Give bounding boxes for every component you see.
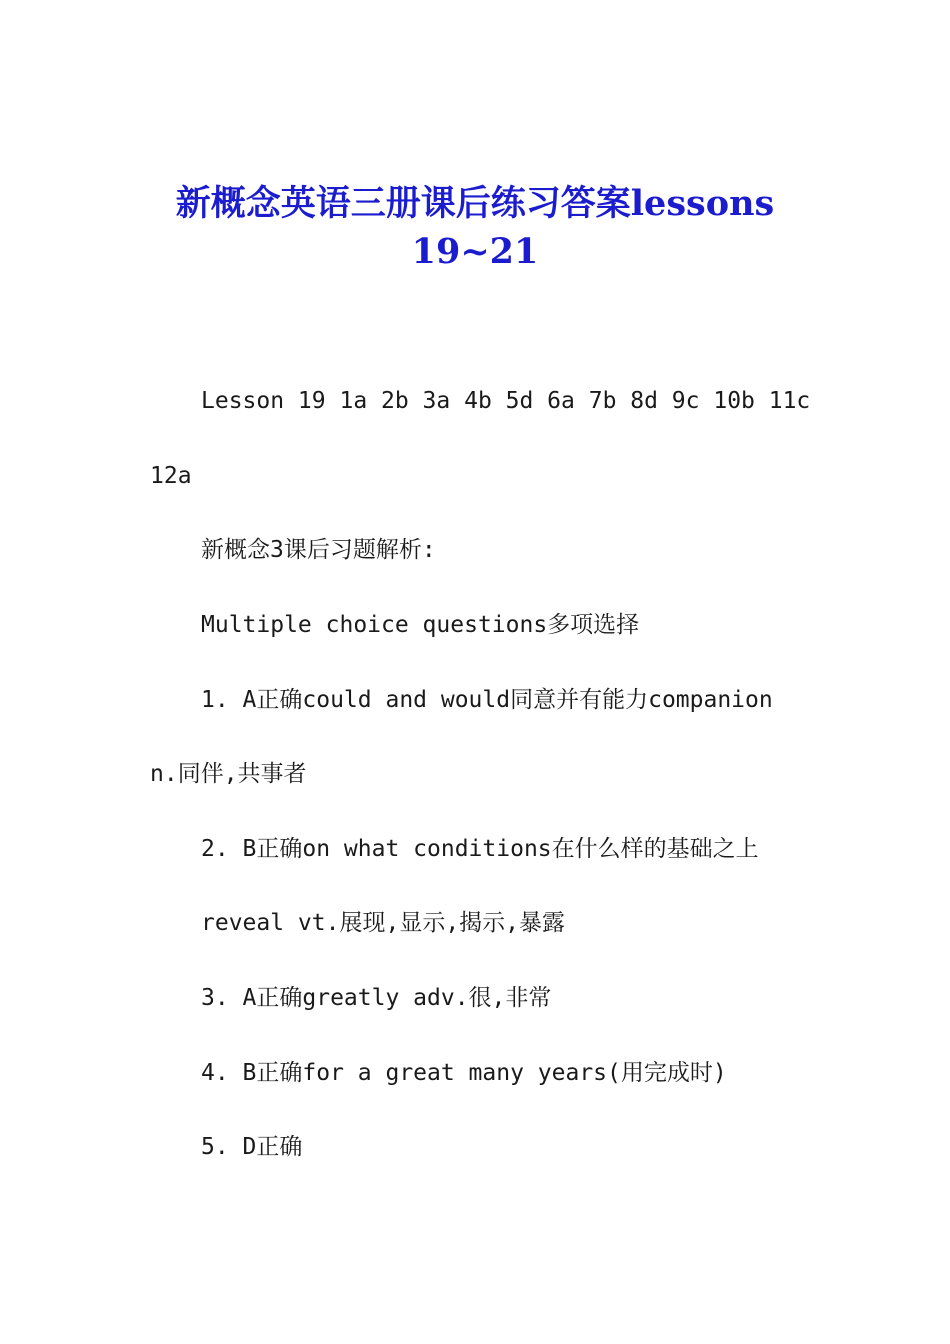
- section-heading: 新概念3课后习题解析:: [201, 537, 436, 563]
- subsection-heading: Multiple choice questions多项选择: [201, 612, 640, 638]
- item-2: 2. B正确on what conditions在什么样的基础之上: [201, 836, 759, 862]
- item-2-continuation: reveal vt.展现,显示,揭示,暴露: [201, 910, 566, 936]
- item-3: 3. A正确greatly adv.很,非常: [201, 985, 552, 1011]
- document-title-line1: 新概念英语三册课后练习答案lessons: [175, 183, 775, 224]
- item-1-continuation: n.同伴,共事者: [150, 761, 307, 787]
- document-title-line2: 19~21: [411, 231, 539, 272]
- answer-key-continuation: 12a: [150, 463, 192, 489]
- item-5: 5. D正确: [201, 1134, 303, 1160]
- item-4: 4. B正确for a great many years(用完成时): [201, 1060, 727, 1086]
- answer-key-line: Lesson 19 1a 2b 3a 4b 5d 6a 7b 8d 9c 10b 11c: [201, 388, 811, 414]
- item-1: 1. A正确could and would同意并有能力companion: [201, 687, 773, 713]
